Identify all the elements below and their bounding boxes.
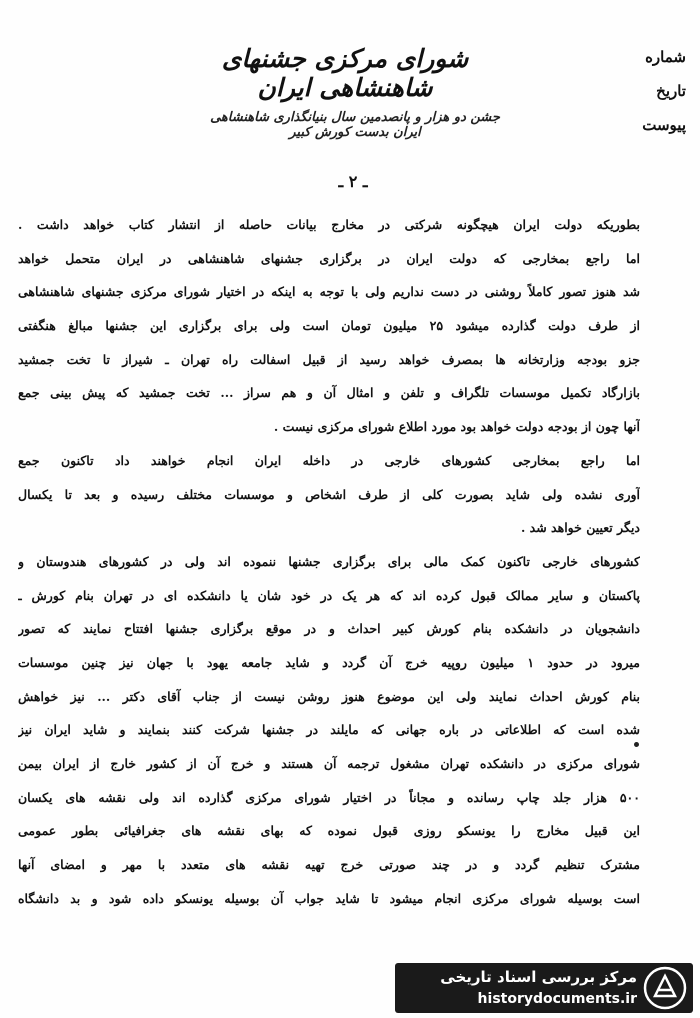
body-line: آنها چون از بودجه دولت خواهد بود مورد اطلاع شورای مرکزی نیست .: [273, 419, 640, 435]
page-number: ـ ۲ ـ: [338, 172, 368, 191]
body-line: اما راجع بمخارجی کشورهای خارجی در داخله ایران انجام خواهند داد تاکنون جمع: [18, 452, 640, 468]
body-line: آوری نشده ولی شاید بصورت کلی از طرف اشخاص و موسسات مختلف رسیده و بعد تا یکسال: [18, 486, 640, 502]
body-line: ۵۰۰ هزار جلد چاپ رسانده و مجاناً در اختیار شورای مرکزی گذارده اند ولی نقشه های یکسان: [18, 789, 640, 805]
number-label: شماره: [645, 48, 686, 66]
watermark-text: [440, 966, 637, 1010]
body-line: از طرف دولت گذارده میشود ۲۵ میلیون تومان است ولی برای برگزاری این جشنها مبالغ هنگفتی: [18, 318, 640, 334]
letterhead-title: شورای مرکزی جشنهای شاهنشاهی ایران: [221, 44, 469, 102]
body-line: این قبیل مخارج را یونسکو روزی قبول نموده که بهای نقشه های جغرافیائی بطور عمومی: [18, 823, 640, 839]
margin-mark: [634, 742, 639, 747]
body-line: شورای مرکزی در دانشکده تهران مشغول ترجمه آن هستند و خرج آن از کشور خارج از ایران بیمن: [18, 756, 640, 771]
body-line: بازارگاد تکمیل موسسات تلگراف و تلفن و امثال آن و هم سراز ... تخت جمشید که پیش بینی جمع: [18, 385, 640, 401]
letter-body: [18, 208, 640, 915]
watermark-name: مرکز بررسی اسناد تاریخی: [440, 968, 637, 986]
body-line: شد هنوز تصور کاملاً روشنی در دست نداریم ولی با توجه به اینکه در اختیار شورای مرکزی جشنهای شاهنشاهی: [18, 284, 640, 300]
attachment-label: پیوست: [642, 116, 686, 134]
letterhead-subtitle: جشن دو هزار و پانصدمین سال بنیانگذاری شاهنشاهی ایران بدست کورش کبیر: [210, 110, 500, 140]
body-line: است بوسیله شورای مرکزی انجام میشود تا شاید جواب آن بوسیله یونسکو داده شود و بد دانشگاه: [18, 890, 640, 906]
body-line: میرود در حدود ۱ میلیون روپیه خرج آن گردد و شاید جامعه یهود با جهان نیز چنین موسسات: [18, 654, 640, 670]
body-line: جزو بودجه وزارتخانه ها بمصرف خواهد رسید از قبیل اسفالت راه تهران ـ شیراز تا تخت جمشید: [18, 351, 640, 367]
body-line: دیگر تعیین خواهد شد .: [520, 520, 640, 536]
date-label: تاریخ: [656, 82, 686, 100]
body-line: شده است که اطلاعاتی در باره جهانی که مایلند در جشنها شرکت کنند بنمایند و شاید ایران نیز: [18, 722, 640, 738]
watermark-url: historydocuments.ir: [477, 991, 637, 1007]
letterhead-fields: [626, 40, 686, 142]
body-line: اما راجع بمخارجی که دولت ایران در برگزاری جشنهای شاهنشاهی در ایران متحمل خواهد: [18, 250, 640, 266]
body-line: پاکستان و سایر ممالک قبول کرده اند که هر یک در خود شان یا دانشکده ای در تهران بنام کورش ـ: [18, 587, 640, 603]
body-line: بنام کورش احداث نمایند ولی این موضوع هنوز روشن نیست از جناب آقای دکتر ... نیز خواهش: [18, 688, 640, 704]
body-line: کشورهای خارجی تاکنون کمک مالی برای برگزاری جشنها ننموده اند ولی در کشورهای هندوستان و: [18, 553, 640, 569]
archive-logo-icon: [643, 966, 687, 1010]
watermark-badge[interactable]: [395, 963, 693, 1013]
body-line: دانشجویان در دانشکده بنام کورش کبیر احداث و در موقع برگزاری جشنها افتتاح نمایند که تصور: [18, 621, 640, 637]
body-line: بطوریکه دولت ایران هیچگونه شرکتی در مخارج بیانات حاصله از انتشار کتاب خواهد داشت .: [18, 217, 640, 232]
body-line: مشترک تنظیم گردد و در چند صورتی خرج تهیه نقشه های متعدد با مهر و امضای آنها: [18, 857, 640, 873]
